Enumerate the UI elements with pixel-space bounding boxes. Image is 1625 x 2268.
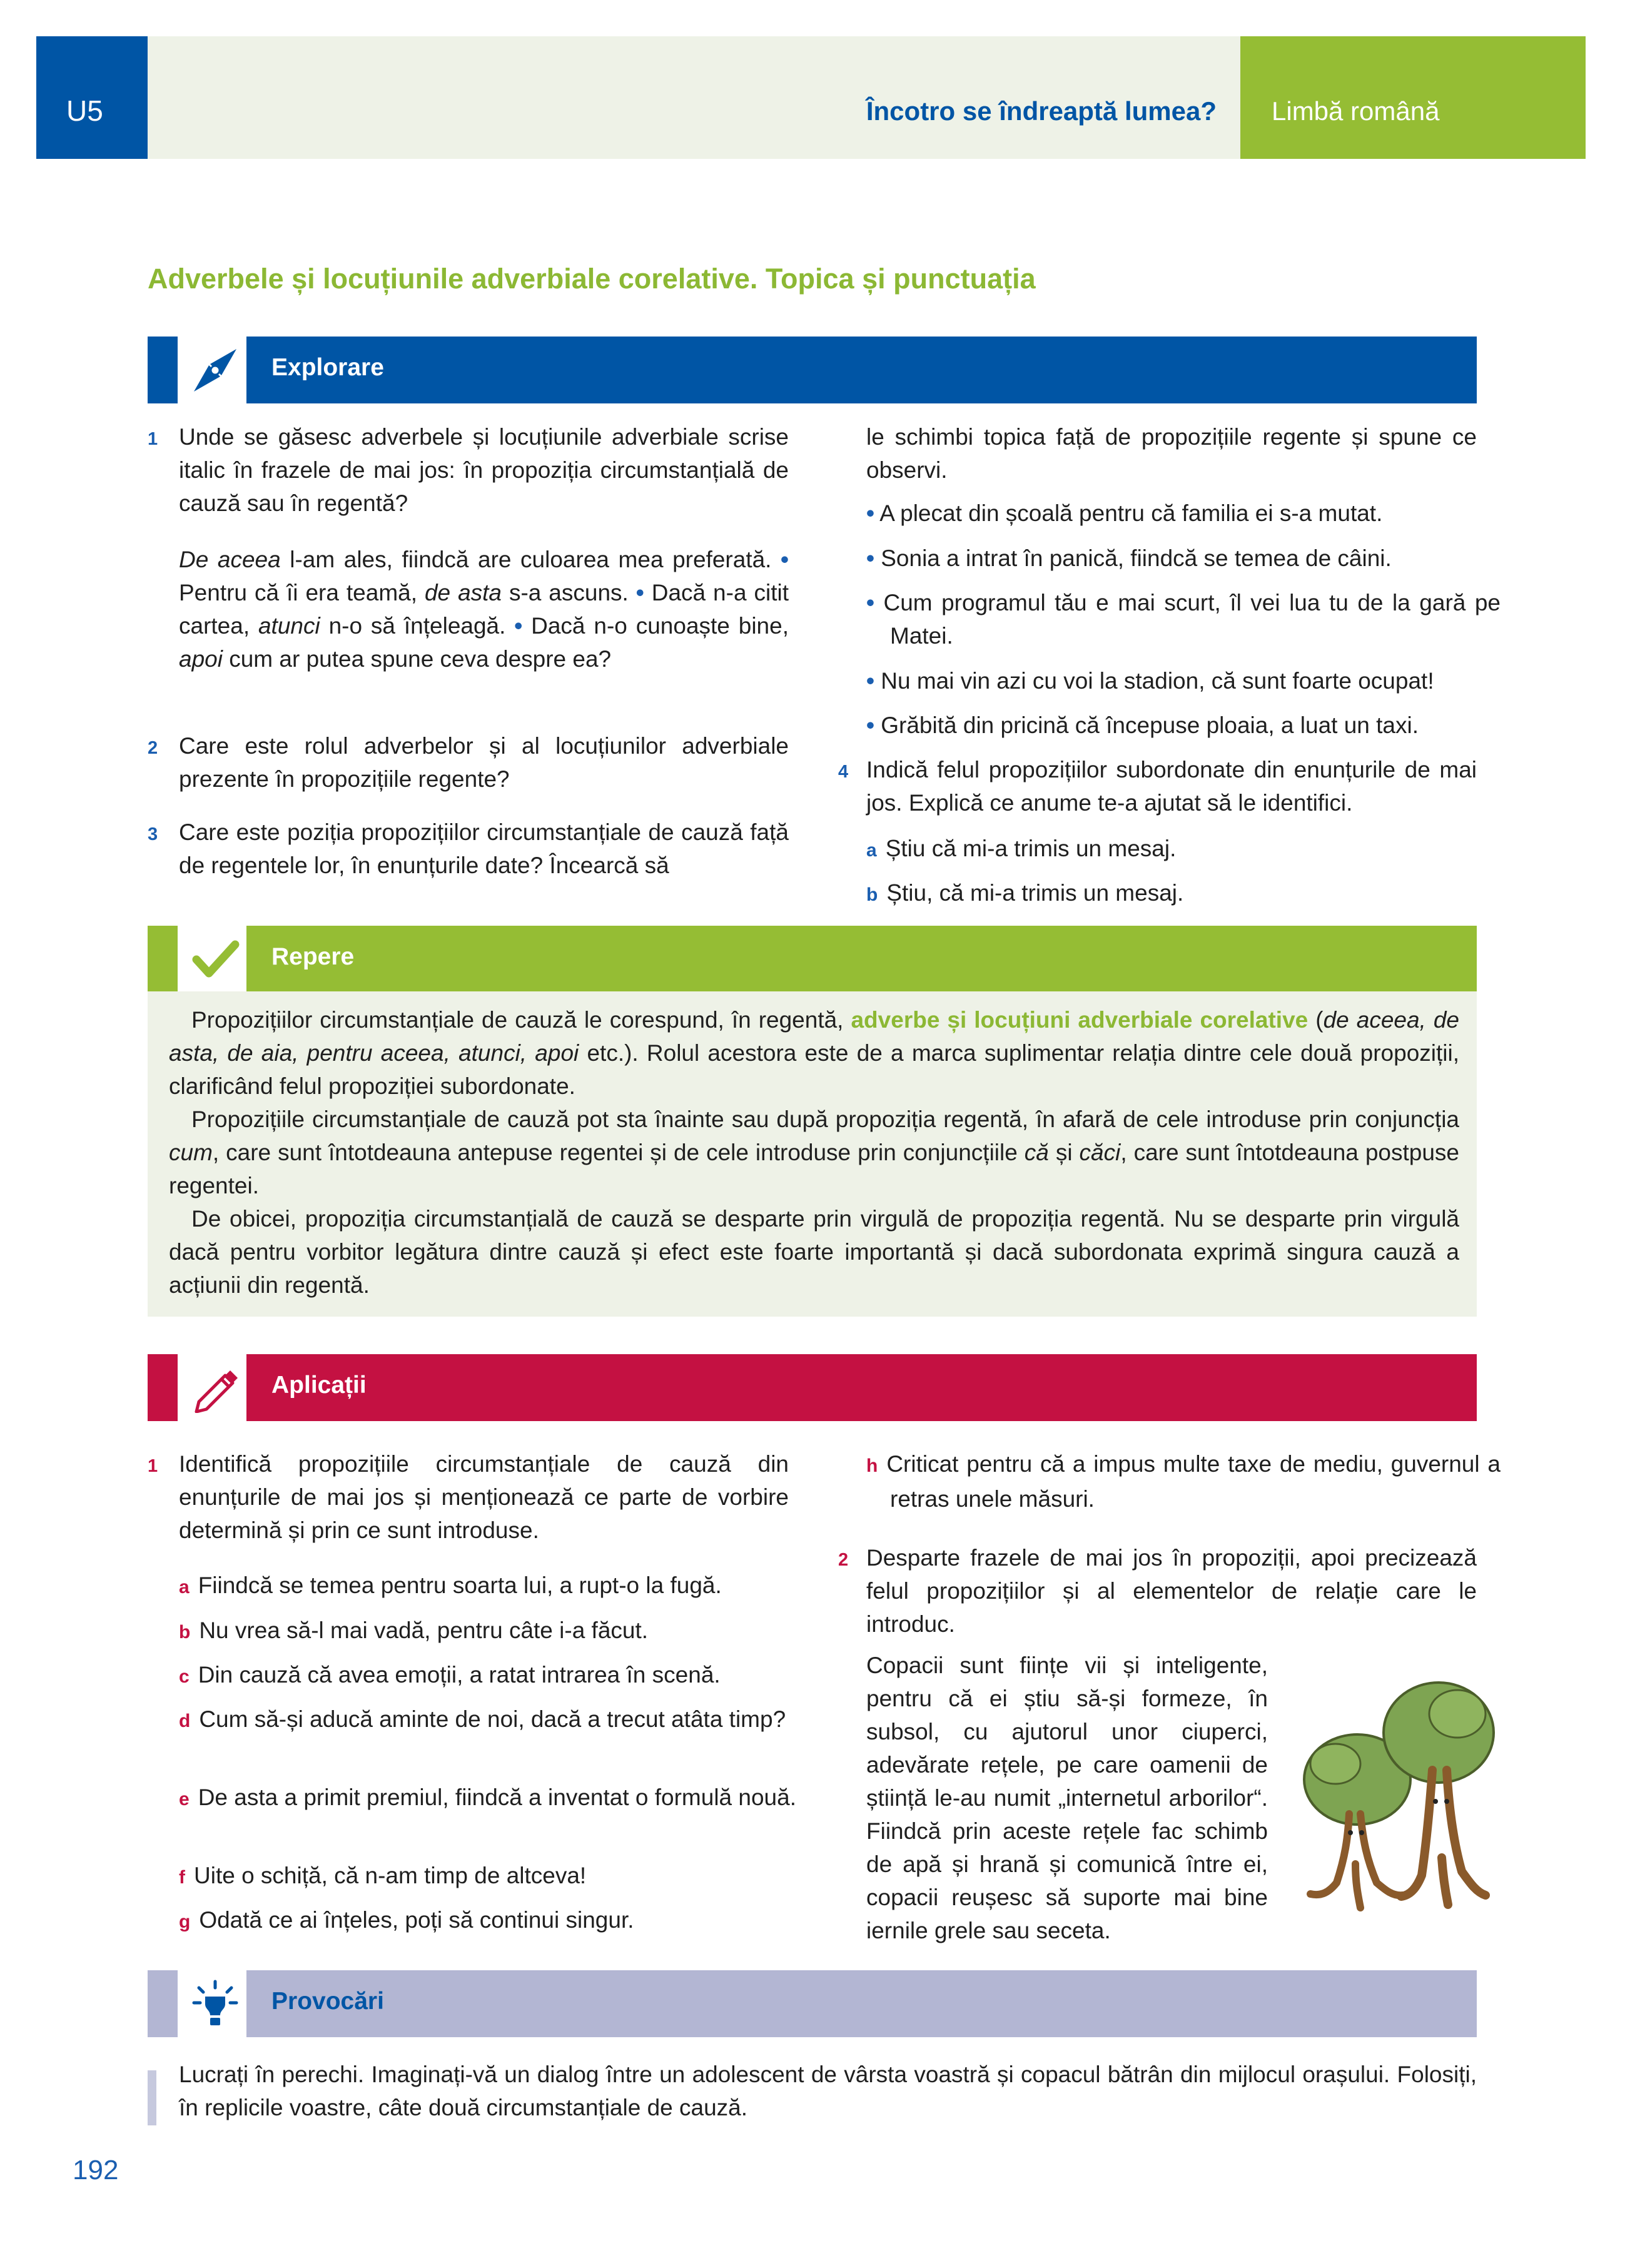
list-item: d Cum să-și aducă aminte de noi, dacă a trecut atâta timp? (179, 1706, 786, 1732)
chapter-title: Încotro se îndreaptă lumea? (866, 96, 1217, 126)
tree-paragraph: Copacii sunt ființe vii și inteligente, pentru că ei știu să-și formeze, în subsol, cu ajutorul unor ciuperci, adevărate rețele, pe care oamenii de știință le-au numit „internetul arborilor“. Fiindcă prin aceste rețele fac schimb de apă și hrană și comunică între ei, copacii reușesc să suporte mai bine iernile grele sau seceta. (866, 1653, 1268, 1943)
list-item: b Știu, că mi-a trimis un mesaj. (866, 880, 1184, 906)
question-2: Desparte frazele de mai jos în propoziții, apoi precizează felul propozițiilor și al elementelor de relație care le introduc. (866, 1545, 1477, 1637)
question-number: 4 (838, 762, 849, 782)
section-title: Aplicații (271, 1372, 367, 1399)
section-title: Provocări (271, 1988, 384, 2015)
unit-label: U5 (66, 94, 103, 127)
list-item: e De asta a primit premiul, fiindcă a inventat o formulă nouă. (179, 1785, 796, 1810)
question-number: 1 (148, 1456, 158, 1476)
subject-badge (1240, 36, 1586, 159)
list-item: • A plecat din școală pentru că familia ei s-a mutat. (866, 500, 1383, 526)
list-item: g Odată ce ai înțeles, poți să continui singur. (179, 1907, 634, 1933)
question-4: Indică felul propozițiilor subordonate din enunțurile de mai jos. Explică ce anume te-a ajutat să le identifici. (866, 757, 1477, 816)
section-provocari (148, 1970, 1477, 2037)
section-title: Repere (271, 943, 355, 970)
list-item: • Cum programul tău e mai scurt, îl vei lua tu de la gară pe Matei. (866, 590, 1501, 649)
question-2: Care este rolul adverbelor și al locuțiunilor adverbiale prezente în propozițiile regente? (179, 733, 789, 792)
list-item: a Știu că mi-a trimis un mesaj. (866, 836, 1177, 861)
trees-illustration (1298, 1676, 1504, 1914)
list-item: h Criticat pentru că a impus multe taxe de mediu, guvernul a retras unele măsuri. (866, 1451, 1501, 1512)
list-item: c Din cauză că avea emoții, a ratat intrarea în scenă. (179, 1662, 721, 1688)
question-number: 2 (148, 738, 158, 758)
list-item: • Sonia a intrat în panică, fiindcă se temea de câini. (866, 545, 1392, 571)
repere-text: Propozițiilor circumstanțiale de cauză le corespund, în regentă, adverbe și locuțiuni adverbiale corelative (de aceea, de asta, de aia, pentru aceea, atunci, apoi etc.). Rolul acestora este de a marca suplimentar relația dintre cele două propoziții, clarificând felul propoziției subordonate. Propozițiile circumstanțiale de cauză pot sta înainte sau după propoziția regentă, în afară de cele introduse prin conjuncția cum, care sunt întotdeauna antepuse regentei și de cele introduse prin conjuncțiile că și căci, care sunt întotdeauna postpuse regentei. De obicei, propoziția circumstanțială de cauză se desparte prin virgulă de propoziția regentă. Nu se desparte prin virgulă dacă pentru vorbitor legătura dintre cauză și efect este foarte importantă și dacă subordonata exprimă singura cauză a acțiunii din regentă. (169, 1007, 1460, 1298)
question-number: 1 (148, 429, 158, 449)
question-1: Unde se găsesc adverbele și locuțiunile adverbiale scrise italic în frazele de mai jos: în propoziția circumstanțială de cauză sau în regentă? (179, 424, 789, 516)
lesson-title: Adverbele și locuțiunile adverbiale corelative. Topica și punctuația (148, 263, 1036, 295)
provocari-text: Lucrați în perechi. Imaginați-vă un dialog între un adolescent de vârsta voastră și copacul bătrân din mijlocul orașului. Folosiți, în replicile voastre, câte două circumstanțiale de cauză. (179, 2062, 1477, 2120)
question-number: 2 (838, 1550, 849, 1570)
list-item: b Nu vrea să-l mai vadă, pentru câte i-a făcut. (179, 1617, 649, 1643)
subject-label: Limbă română (1272, 96, 1440, 126)
example-sentences: De aceea l-am ales, fiindcă are culoarea mea preferată. • Pentru că îi era teamă, de asta s-a ascuns. • Dacă n-a citit cartea, atunci n-o să înțeleagă. • Dacă n-o cunoaște bine, apoi cum ar putea spune ceva despre ea? (179, 547, 789, 672)
list-item: a Fiindcă se temea pentru soarta lui, a rupt-o la fugă. (179, 1572, 722, 1598)
question-3-continued: le schimbi topica față de propozițiile regente și spune ce observi. (866, 424, 1477, 483)
list-item: • Grăbită din pricină că începuse ploaia, a luat un taxi. (866, 712, 1419, 738)
compass-icon (190, 345, 240, 395)
question-3: Care este poziția propozițiilor circumstanțiale de cauză față de regentele lor, în enunțurile date? Încearcă să (179, 819, 789, 878)
list-item: • Nu mai vin azi cu voi la stadion, că sunt foarte ocupat! (866, 668, 1434, 694)
list-item: f Uite o schiță, că n-am timp de altceva! (179, 1863, 587, 1888)
question-1: Identifică propozițiile circumstanțiale de cauză din enunțurile de mai jos și menționează ce parte de vorbire determină și prin ce sunt introduse. (179, 1451, 789, 1543)
section-stripe (148, 337, 178, 403)
quote-stripe (148, 2070, 156, 2125)
unit-badge (36, 36, 148, 159)
section-aplicatii (148, 1354, 1477, 1421)
lightbulb-icon (190, 1979, 240, 2029)
question-number: 3 (148, 824, 158, 844)
section-explorare (148, 337, 1477, 403)
pencil-icon (190, 1363, 240, 1413)
page-number: 192 (73, 2155, 119, 2185)
header-bar (148, 36, 1240, 159)
section-title: Explorare (271, 354, 384, 381)
section-repere (148, 926, 1477, 993)
checkmark-icon (190, 934, 240, 985)
